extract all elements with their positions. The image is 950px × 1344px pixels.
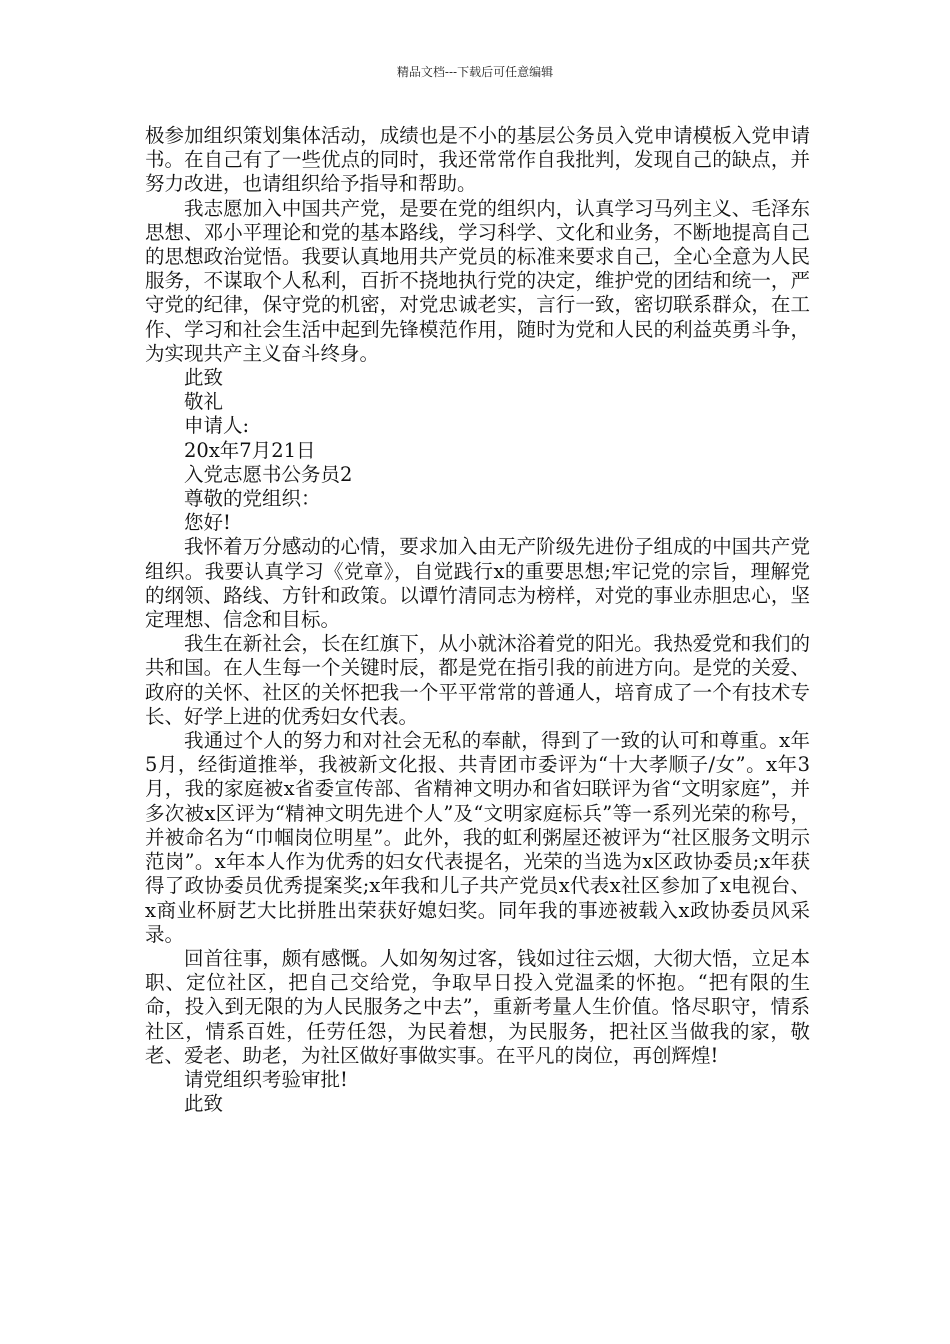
- salutation-line: 敬礼: [184, 390, 224, 414]
- section-title: 入党志愿书公务员2: [184, 462, 353, 486]
- date-line: 20x年7月21日: [184, 438, 316, 462]
- closing-line: 此致: [184, 1092, 224, 1116]
- paragraph: 我志愿加入中国共产党，是要在党的组织内，认真学习马列主义、毛泽东思想、邓小平理论和党的基本路线，学习科学、文化和业务，不断地提高自己的思想政治觉悟。我要认真地用共产党员的标准来要求自己，全心全意为人民服务，不谋取个人私利，百折不挠地执行党的决定，维护党的团结和统一，严守党的纪律，保守党的机密，对党忠诚老实，言行一致，密切联系群众，在工作、学习和社会生活中起到先锋模范作用，随时为党和人民的利益英勇斗争，为实现共产主义奋斗终身。: [145, 196, 810, 365]
- greeting-line: 您好!: [184, 511, 231, 535]
- paragraph: 我生在新社会，长在红旗下，从小就沐浴着党的阳光。我热爱党和我们的共和国。在人生每一个关键时辰，都是党在指引我的前进方向。是党的关爱、政府的关怀、社区的关怀把我一个平平常常的普通人，培育成了一个有技术专长、好学上进的优秀妇女代表。: [145, 632, 810, 728]
- closing-line: 此致: [184, 366, 224, 390]
- page-header: 精品文档---下载后可任意编辑: [396, 65, 554, 79]
- paragraph: 回首往事，颇有感慨。人如匆匆过客，钱如过往云烟，大彻大悟，立足本职、定位社区，把自己交给党，争取早日投入党温柔的怀抱。“把有限的生命，投入到无限的为人民服务之中去”，重新考量人生价值。恪尽职守，情系社区，情系百姓，任劳任怨，为民着想，为民服务，把社区当做我的家，敬老、爱老、助老，为社区做好事做实事。在平凡的岗位，再创辉煌!: [145, 946, 810, 1067]
- paragraph: 我通过个人的努力和对社会无私的奉献，得到了一致的认可和尊重。x年5月，经街道推举，我被新文化报、共青团市委评为“十大孝顺子/女”。x年3月，我的家庭被x省委宣传部、省精神文明办和省妇联评为省“文明家庭”，并多次被x区评为“精神文明先进个人”及“文明家庭标兵”等一系列光荣的称号，并被命名为“巾帼岗位明星”。此外，我的虹利粥屋还被评为“社区服务文明示范岗”。x年本人作为优秀的妇女代表提名，光荣的当选为x区政协委员;x年获得了政协委员优秀提案奖;x年我和儿子共产党员x代表x社区参加了x电视台、x商业杯厨艺大比拼胜出荣获好媳妇奖。同年我的事迹被载入x政协委员风采录。: [145, 729, 810, 946]
- request-line: 请党组织考验审批!: [184, 1067, 348, 1091]
- paragraph: 极参加组织策划集体活动，成绩也是不小的基层公务员入党申请模板入党申请书。在自己有了一些优点的同时，我还常常作自我批判，发现自己的缺点，并努力改进，也请组织给予指导和帮助。: [145, 124, 810, 196]
- paragraph: 我怀着万分感动的心情，要求加入由无产阶级先进份子组成的中国共产党组织。我要认真学习《党章》，自觉践行x的重要思想;牢记党的宗旨，理解党的纲领、路线、方针和政策。以谭竹清同志为榜样，对党的事业赤胆忠心，坚定理想、信念和目标。: [145, 535, 810, 632]
- applicant-line: 申请人:: [184, 414, 250, 438]
- document-body: [145, 124, 810, 1116]
- greeting-line: 尊敬的党组织：: [184, 487, 321, 511]
